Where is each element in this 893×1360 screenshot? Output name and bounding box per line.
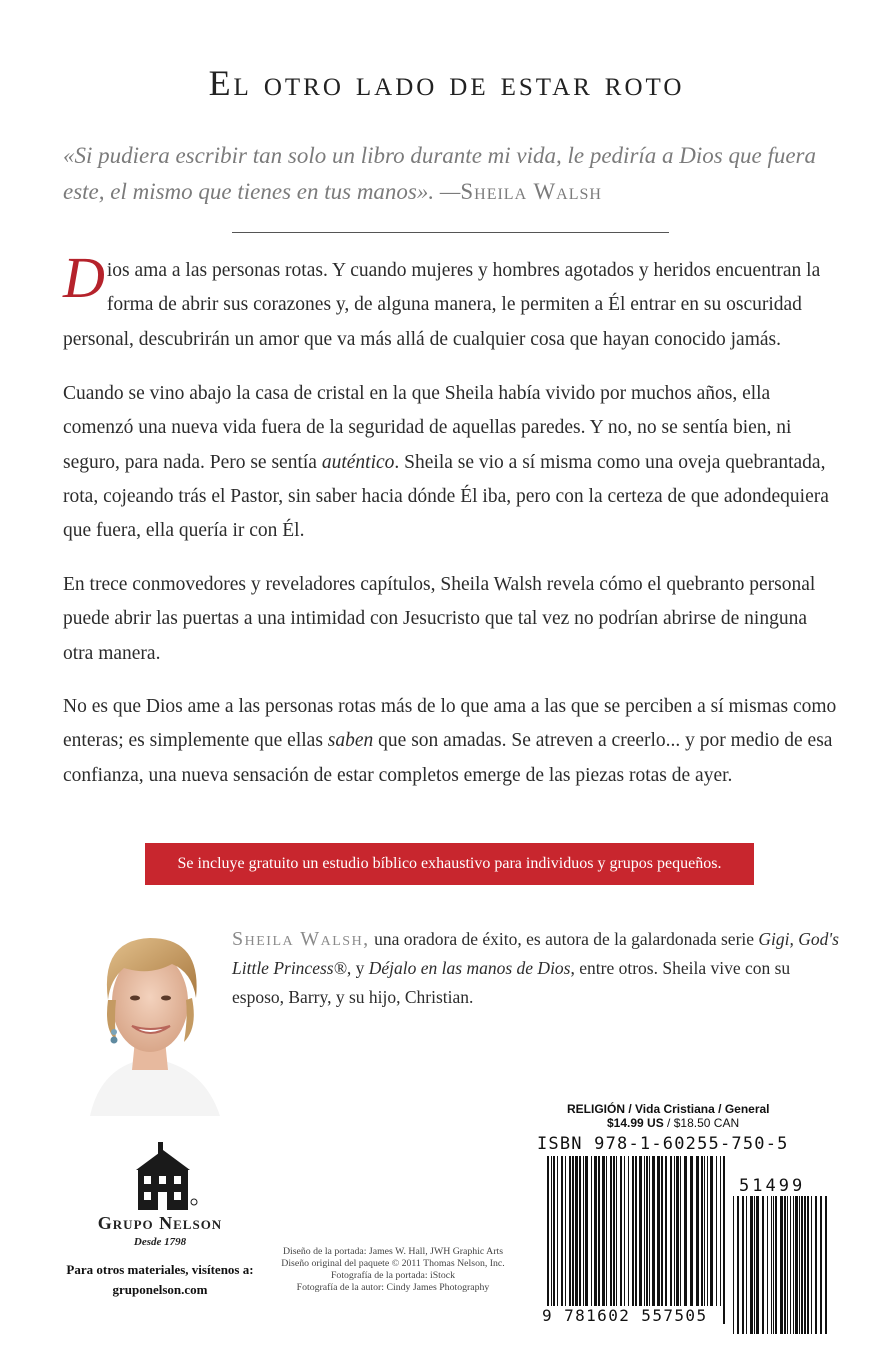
publisher-since: Desde 1798 — [133, 1236, 187, 1248]
isbn-text: ISBN 978-1-60255-750-5 — [537, 1134, 789, 1154]
study-banner: Se incluye gratuito un estudio bíblico exhaustivo para individuos y grupos pequeños. — [145, 843, 754, 885]
paragraph-3 — [63, 568, 838, 671]
bio-text-b: , y — [346, 958, 369, 978]
divider — [232, 232, 669, 233]
paragraph-1 — [63, 245, 838, 357]
book-title: El otro lado de estar roto — [208, 63, 685, 103]
category-label: RELIGIÓN / Vida Cristiana / General — [567, 1102, 770, 1116]
credit-line: Fotografía de la portada: iStock — [330, 1270, 456, 1281]
bio-text-a: una oradora de éxito, es autora de la galardonada serie — [369, 929, 759, 949]
website-note-line: Para otros materiales, visítenos a: — [66, 1262, 254, 1277]
paragraph-3-text: En trece conmovedores y reveladores capítulos, Sheila Walsh revela cómo el quebranto personal puede abrir las puertas a una intimidad con Jesucristo que tal vez no podrían abrirse de ninguna otra manera. — [63, 574, 816, 664]
quote-text: «Si pudiera escribir tan solo un libro durante mi vida, le pediría a Dios que fuera este, el mismo que tienes en tus manos». — [63, 143, 816, 204]
drop-cap: D — [63, 245, 105, 310]
website-link[interactable]: gruponelson.com — [112, 1282, 208, 1297]
bio-book-2: Déjalo en las manos de Dios — [368, 958, 571, 978]
quote-dash: — — [434, 179, 461, 204]
price-us: $14.99 US — [607, 1116, 664, 1130]
paragraph-2-text-a: Cuando se vino abajo la casa de cristal en la que Sheila había vivido por muchos años, ella comenzó una nueva vida fuera de la seguridad de aquellas paredes. Y no, no se sentía bien, ni seguro, para nada. Pero se sentía — [63, 383, 792, 473]
house-icon — [128, 1140, 198, 1212]
publisher-website-note — [40, 1260, 280, 1300]
barcode — [537, 1156, 837, 1334]
paragraph-2 — [63, 377, 838, 548]
ean-number: 9 781602 557505 — [542, 1306, 722, 1325]
author-photo — [80, 920, 220, 1116]
endorsement-quote — [63, 138, 833, 210]
paragraph-4-text-b: que son amadas. Se atreven a creerlo... y por medio de esa confianza, una nueva sensación de estar completos emerge de las piezas rotas de ayer. — [63, 730, 833, 786]
paragraph-2-text-b: . Sheila se vio a sí misma como una oveja quebrantada, rota, cojeando trás el Pastor, sin saber hacia dónde Él iba, pero con la certeza de que adondequiera que fuera, ella quería ir con Él. — [63, 451, 829, 542]
credit-line: Diseño de la portada: James W. Hall, JWH Graphic Arts — [282, 1246, 504, 1257]
quote-author: Sheila Walsh — [460, 179, 602, 204]
bio-book-1: Gigi, God's Little Princess® — [232, 929, 839, 978]
paragraph-4-emphasis: saben — [327, 730, 374, 752]
bio-text-c: , entre otros. Sheila vive con su esposo, Barry, y su hijo, Christian. — [232, 958, 791, 1007]
barcode-block — [537, 1102, 837, 1334]
paragraph-4-text-a: No es que Dios ame a las personas rotas más de lo que ama a las que se perciben a sí mismas como enteras; es simplemente que ellas — [63, 696, 837, 752]
price-label — [607, 1116, 837, 1130]
publisher-name: Grupo Nelson — [97, 1213, 223, 1233]
paragraph-1-text: ios ama a las personas rotas. Y cuando mujeres y hombres agotados y heridos encuentran la forma de abrir sus corazones y, de alguna manera, le permiten a Él entrar en su oscuridad personal, descubrirán un amor que va más allá de cualquier cosa que hayan conocido jamás. — [63, 260, 821, 350]
credit-line: Diseño original del paquete © 2011 Thomas Nelson, Inc. — [281, 1258, 505, 1269]
credit-line: Fotografía de la autor: Cindy James Photography — [296, 1282, 490, 1293]
paragraph-2-emphasis: auténtico — [321, 451, 395, 473]
price-separator: / — [663, 1116, 674, 1130]
paragraph-4 — [63, 690, 838, 793]
addon-number: 51499 — [739, 1176, 806, 1196]
price-can: $18.50 CAN — [673, 1116, 740, 1130]
author-name: Sheila Walsh, — [232, 928, 370, 950]
credits — [262, 1246, 524, 1294]
author-bio — [232, 925, 842, 1012]
